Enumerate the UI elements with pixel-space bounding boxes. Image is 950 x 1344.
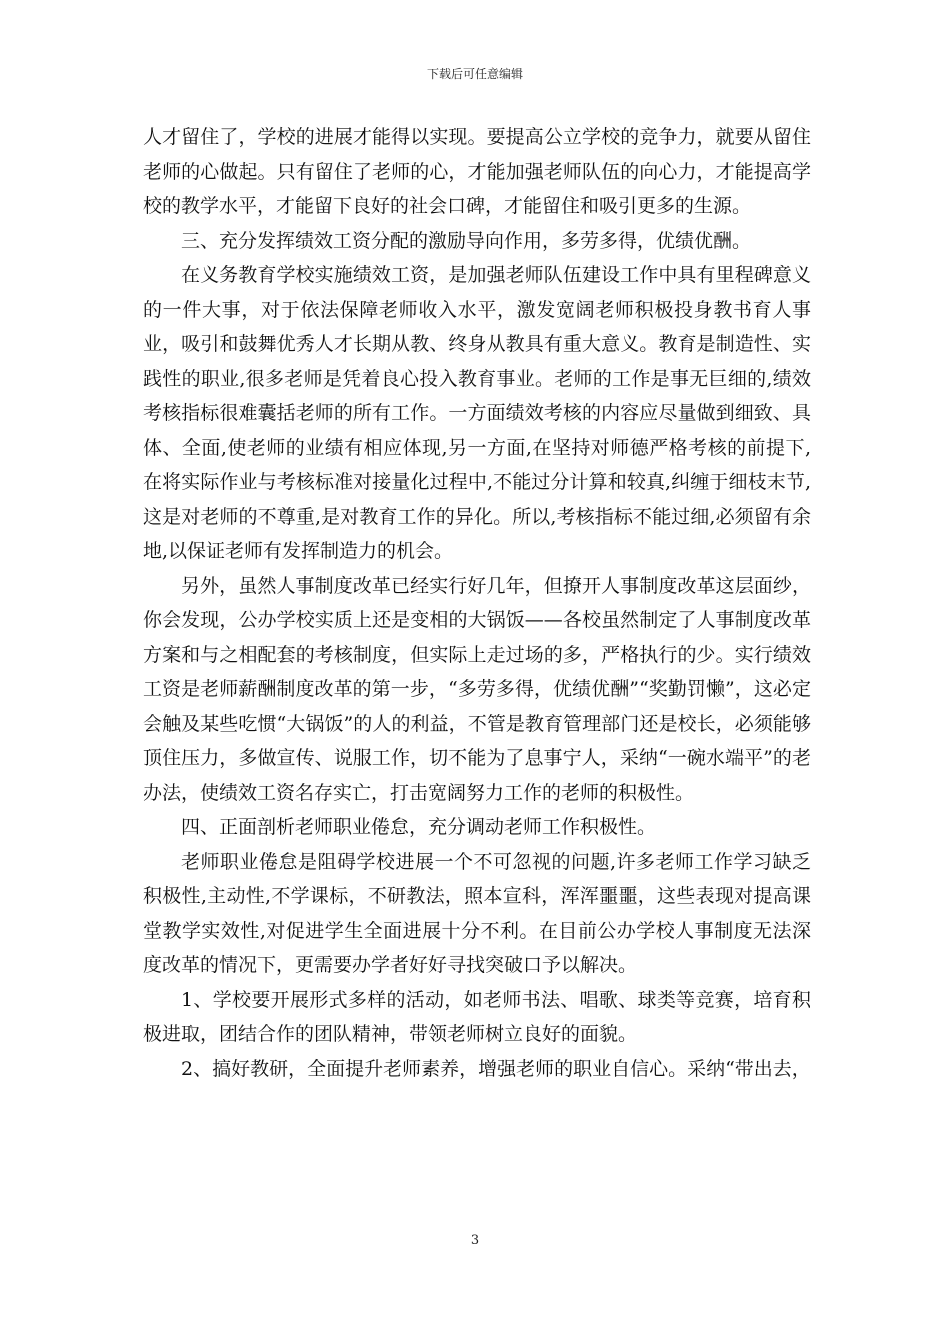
list-item-2: 2、搞好教研，全面提升老师素养，增强老师的职业自信心。采纳“带出去， <box>181 1057 811 1080</box>
paragraph-performance-pay: 在义务教育学校实施绩效工资，是加强老师队伍建设工作中具有里程碑意义的一件大事，对于依法保障老师收入水平，激发宽阔老师积极投身教书育人事业，吸引和鼓舞优秀人才长期从教、终身从教具有重大意义。教育是制造性、实践性的职业,很多老师是凭着良心投入教育事业。老师的工作是事无巨细的,绩效考核指标很难囊括老师的所有工作。一方面绩效考核的内容应尽量做到细致、具体、全面,使老师的业绩有相应体现,另一方面,在坚持对师德严格考核的前提下,在将实际作业与考核标准对接量化过程中,不能过分计算和较真,纠缠于细枝末节,这是对老师的不尊重,是对教育工作的异化。所以,考核指标不能过细,必须留有余地,以保证老师有发挥制造力的机会。 <box>143 264 811 562</box>
page-number: 3 <box>470 1233 480 1248</box>
paragraph-continuation: 人才留住了，学校的进展才能得以实现。要提高公立学校的竞争力，就要从留住老师的心做起。只有留住了老师的心，才能加强老师队伍的向心力，才能提高学校的教学水平，才能留下良好的社会口碑，才能留住和吸引更多的生源。 <box>143 126 811 217</box>
section-heading-4: 四、正面剖析老师职业倦怠，充分调动老师工作积极性。 <box>181 816 657 838</box>
page-header: 下载后可任意编辑 <box>426 67 523 81</box>
section-heading-3: 三、充分发挥绩效工资分配的激励导向作用，多劳多得，优绩优酬。 <box>181 229 752 252</box>
document-body <box>143 120 811 1086</box>
paragraph-burnout: 老师职业倦怠是阻碍学校进展一个不可忽视的问题,许多老师工作学习缺乏积极性,主动性,不学课标，不研教法，照本宣科，浑浑噩噩，这些表现对提高课堂教学实效性,对促进学生全面进展十分不利。在目前公办学校人事制度无法深度改革的情况下，更需要办学者好好寻找突破口予以解决。 <box>143 850 811 976</box>
list-item-1: 1、学校要开展形式多样的活动，如老师书法、唱歌、球类等竞赛，培育积极进取，团结合作的团队精神，带领老师树立良好的面貌。 <box>143 988 811 1045</box>
paragraph-personnel-reform: 另外，虽然人事制度改革已经实行好几年，但撩开人事制度改革这层面纱，你会发现，公办学校实质上还是变相的大锅饭——各校虽然制定了人事制度改革方案和与之相配套的考核制度，但实际上走过场的多，严格执行的少。实行绩效工资是老师薪酬制度改革的第一步，“多劳多得，优绩优酬”“奖勤罚懒”，这必定会触及某些吃惯“大锅饭”的人的利益，不管是教育管理部门还是校长，必须能够顶住压力，多做宣传、说服工作，切不能为了息事宁人，采纳“一碗水端平”的老办法，使绩效工资名存实亡，打击宽阔努力工作的老师的积极性。 <box>143 574 811 804</box>
